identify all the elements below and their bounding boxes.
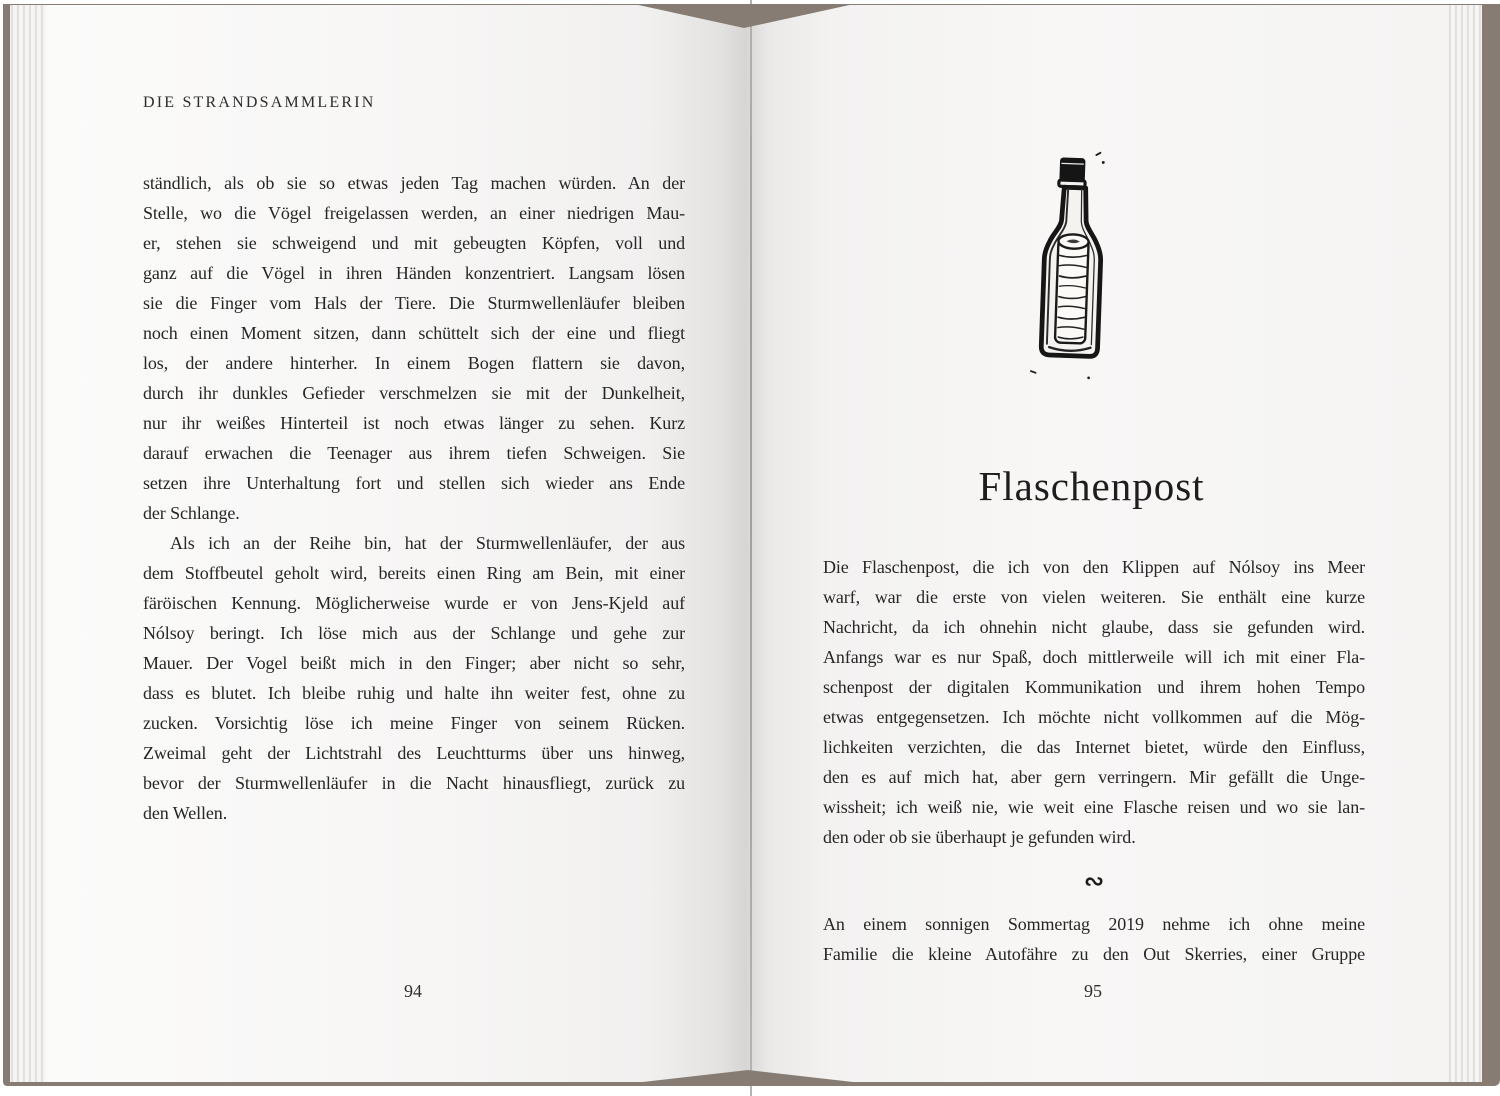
text-line: Anfangs war es nur Spaß, doch mittlerweile will ich mit einer Fla- — [823, 647, 1365, 667]
text-line: den Wellen. — [143, 803, 228, 823]
text-line: Familie die kleine Autofähre zu den Out Skerries, einer Gruppe — [823, 944, 1365, 964]
text-line: den oder ob sie überhaupt je gefunden wird. — [823, 827, 1136, 847]
chapter-title: Flaschenpost — [978, 463, 1205, 509]
text-line: er, stehen sie schweigend und mit gebeugten Köpfen, voll und — [143, 233, 685, 253]
left-page-body — [143, 168, 685, 828]
text-line: färöischen Kennung. Möglicherweise wurde er von Jens-Kjeld auf — [143, 593, 685, 613]
bottle-illustration — [1002, 148, 1148, 386]
text-line: Als ich an der Reihe bin, hat der Sturmwellenläufer, der aus — [170, 533, 685, 553]
section-ornament: ∾ — [1083, 867, 1105, 895]
text-line: setzen ihre Unterhaltung fort und stellen sich wieder ans Ende — [143, 473, 685, 493]
spine-top-notch — [634, 4, 854, 28]
text-line: Mauer. Der Vogel beißt mich in den Finger; aber nicht so sehr, — [143, 653, 685, 673]
text-line: An einem sonnigen Sommertag 2019 nehme ich ohne meine — [823, 914, 1365, 934]
text-line: durch ihr dunkles Gefieder verschmelzen sie mit der Dunkelheit, — [143, 383, 685, 403]
text-line: darauf erwachen die Teenager aus ihrem tiefen Schweigen. Sie — [143, 443, 685, 463]
page-edge-stack-left — [10, 5, 46, 1082]
text-line: Nólsoy beringt. Ich löse mich aus der Schlange und gehe zur — [143, 623, 685, 643]
text-line: der Schlange. — [143, 503, 240, 523]
text-line: noch einen Moment sitzen, dann schüttelt sich der eine und fliegt — [143, 323, 685, 343]
text-line: nur ihr weißes Hinterteil ist noch etwas länger zu sehen. Kurz — [143, 413, 685, 433]
message-in-a-bottle-icon — [1002, 148, 1148, 386]
text-line: ständlich, als ob sie so etwas jeden Tag machen würden. An der — [143, 173, 685, 193]
text-line: Zweimal geht der Lichtstrahl des Leuchtturms über uns hinweg, — [143, 743, 685, 763]
text-line: zucken. Vorsichtig löse ich meine Finger von seinem Rücken. — [143, 713, 685, 733]
text-line: sie die Finger vom Hals der Tiere. Die Sturmwellenläufer bleiben — [143, 293, 685, 313]
paragraph — [823, 909, 1365, 969]
text-line: Nachricht, da ich ohnehin nicht glaube, dass sie gefunden wird. — [823, 617, 1365, 637]
text-line: wissheit; ich weiß nie, wie weit eine Flasche reisen und wo sie lan- — [823, 797, 1365, 817]
paragraph — [143, 528, 685, 828]
text-line: ganz auf die Vögel in ihren Händen konzentriert. Langsam lösen — [143, 263, 685, 283]
text-line: warf, war die erste von vielen weiteren. Sie enthält eine kurze — [823, 587, 1365, 607]
text-line: dem Stoffbeutel geholt wird, bereits einen Ring am Bein, mit einer — [143, 563, 685, 583]
text-line: bevor der Sturmwellenläufer in die Nacht hinausfliegt, zurück zu — [143, 773, 685, 793]
text-line: Stelle, wo die Vögel freigelassen werden, an einer niedrigen Mau- — [143, 203, 685, 223]
page-edge-stack-right — [1448, 5, 1482, 1082]
paragraph — [143, 168, 685, 528]
text-line: den es auf mich hat, aber gern verringern. Mir gefällt die Unge- — [823, 767, 1365, 787]
right-page-body — [823, 552, 1365, 969]
running-header: DIE STRANDSAMMLERIN — [143, 94, 376, 111]
spine-gutter — [750, 0, 752, 1096]
paragraph — [823, 552, 1365, 852]
text-line: Die Flaschenpost, die ich von den Klippen auf Nólsoy ins Meer — [823, 557, 1365, 577]
text-line: lichkeiten verzichten, die das Internet bietet, würde den Einfluss, — [823, 737, 1365, 757]
text-line: los, der andere hinterher. In einem Bogen flattern sie davon, — [143, 353, 685, 373]
left-page-number: 94 — [404, 981, 422, 1001]
text-line: schenpost der digitalen Kommunikation und ihrem hohen Tempo — [823, 677, 1365, 697]
text-line: etwas entgegensetzen. Ich möchte nicht vollkommen auf die Mög- — [823, 707, 1365, 727]
text-line: dass es blutet. Ich bleibe ruhig und halte ihn weiter fest, ohne zu — [143, 683, 685, 703]
right-page-number: 95 — [1084, 981, 1102, 1001]
spine-bottom-notch — [608, 1070, 888, 1086]
